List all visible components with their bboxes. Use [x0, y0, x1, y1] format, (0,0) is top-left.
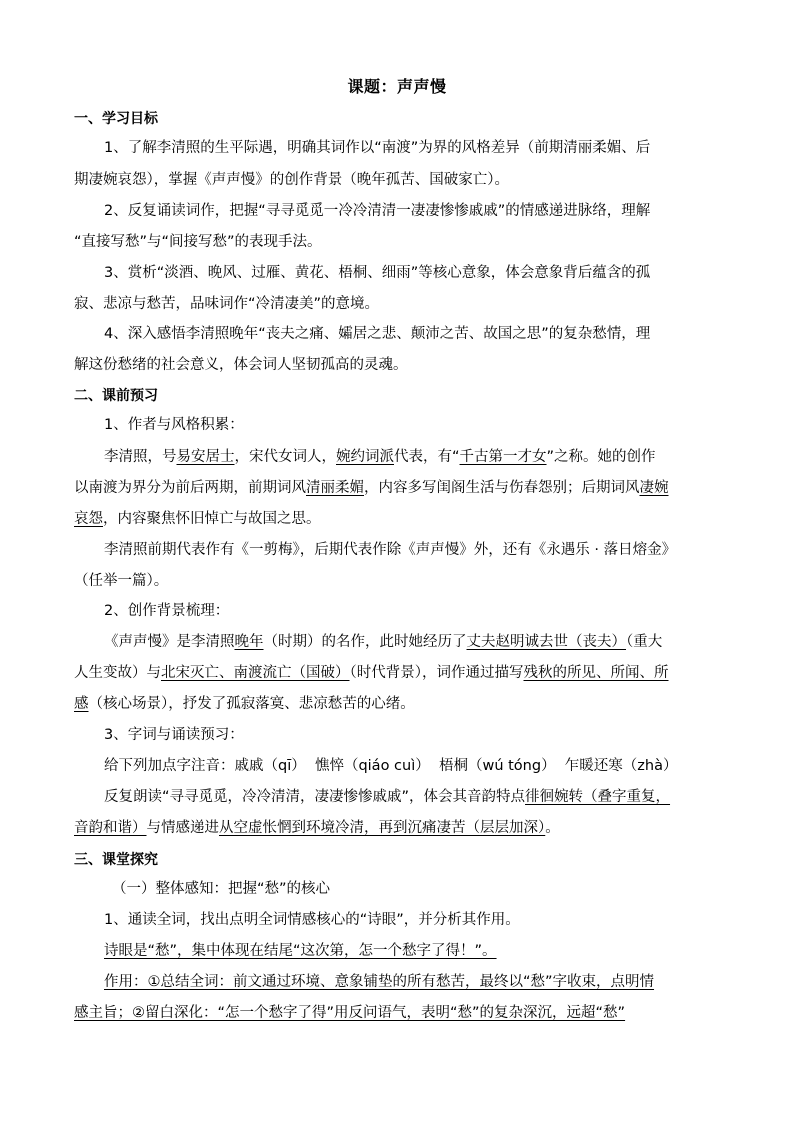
- author-line-3: [74, 509, 321, 529]
- section-heading-preview: 二、课前预习: [74, 388, 158, 404]
- goal-1-line-1: 1、了解李清照的生平际遇，明确其词作以“南渡”为界的风格差异（前期清丽柔媚、后: [104, 140, 651, 156]
- text: ，内容多写闺阁生活与伤春怨别；后期词风: [364, 480, 640, 496]
- text: （核心场景），抒发了孤寂落寞、悲凉愁苦的心绪。: [88, 696, 415, 712]
- answer-blank: 感: [74, 696, 89, 712]
- answer-blank: 凄婉: [639, 480, 669, 496]
- goal-3-line-2: 寂、悲凉与愁苦，品味词作“冷清凄美”的意境。: [74, 296, 380, 312]
- goal-2-line-1: 2、反复诵读词作，把握“寻寻觅觅一冷冷清清一凄凄惨惨戚戚”的情感递进脉络，理解: [104, 203, 651, 219]
- text: ，宋代女词人，: [234, 449, 336, 465]
- text: 。: [545, 820, 560, 836]
- answer-blank: 清丽柔媚: [306, 480, 364, 496]
- answer-blank: 千古第一才女: [459, 449, 547, 465]
- background-line-1: [104, 632, 662, 652]
- page-title: 课题：声声慢: [347, 77, 447, 96]
- pinyin-line: 给下列加点字注音：戚戚（qī） 憔悴（qiáo cuì） 梧桐（wú tóng） 乍暖还寒（zhà）: [104, 758, 678, 774]
- answer-line-1: [104, 941, 497, 961]
- text: 以南渡为界分为前后两期，前期词风: [74, 480, 306, 496]
- answer-blank: 残秋的所见、所闻、所: [523, 665, 669, 681]
- answer-blank: 从空虚怅惘到环境冷清，再到沉痛凄苦（层层加深）: [219, 820, 546, 836]
- text: （时代背景），词作通过描写: [349, 665, 524, 681]
- text: 与情感递进: [146, 820, 219, 836]
- goal-1-line-2: 期凄婉哀怨），掌握《声声慢》的创作背景（晚年孤苦、国破家亡）。: [74, 172, 509, 188]
- goal-3-line-1: 3、赏析“淡酒、晚风、过雁、黄花、梧桐、细雨”等核心意象，体会意象背后蕴含的孤: [104, 265, 651, 281]
- background-line-2: [74, 663, 669, 683]
- text: 人生变故）与: [74, 665, 161, 681]
- goal-4-line-1: 4、深入感悟李清照晚年“丧夫之痛、孀居之悲、颠沛之苦、故国之思”的复杂愁情，理: [104, 326, 651, 342]
- section-heading-explore: 三、课堂探究: [74, 852, 158, 868]
- author-line-2: [74, 478, 669, 498]
- answer-blank: 徘徊婉转（叠字重复，: [525, 789, 671, 805]
- works-line-1: 李清照前期代表作有《一剪梅》，后期代表作除《声声慢》外，还有《永遇乐 · 落日熔金》: [104, 542, 677, 558]
- section-heading-goals: 一、学习目标: [74, 111, 158, 127]
- answer-line-2: [104, 972, 654, 992]
- text: 《声声慢》是李清照: [104, 634, 235, 650]
- text: 李清照，号: [104, 449, 177, 465]
- answer-blank: 音韵和谐）: [74, 820, 147, 836]
- answer-line-3: [74, 1003, 625, 1023]
- text: （重大: [626, 634, 663, 650]
- answer-blank: 婉约词派: [336, 449, 394, 465]
- text: 反复朗读“寻寻觅觅，冷冷清清，凄凄惨惨戚戚”，体会其音韵特点: [104, 789, 526, 805]
- text: ”之称。她的创作: [546, 449, 656, 465]
- goal-4-line-2: 解这份愁绪的社会意义，体会词人坚韧孤高的灵魂。: [74, 357, 408, 373]
- answer-blank: 哀怨: [74, 511, 103, 527]
- text: 代表，有“: [394, 449, 460, 465]
- answer-blank: 感主旨；②留白深化：“怎一个愁字了得”用反问语气，表明“愁”的复杂深沉，远超“愁”: [74, 1005, 626, 1021]
- text: ，内容聚焦怀旧悼亡与故国之思。: [103, 511, 321, 527]
- answer-blank: 晚年: [234, 634, 264, 650]
- explore-subheading: （一）整体感知：把握“愁”的核心: [112, 881, 331, 897]
- preview-item-3-heading: 3、字词与诵读预习：: [104, 727, 244, 743]
- answer-blank: 诗眼是“愁”，集中体现在结尾“这次第，怎一个愁字了得！”。: [104, 943, 497, 959]
- answer-blank: 丈夫赵明诚去世（丧夫）: [466, 634, 626, 650]
- goal-2-line-2: “直接写愁”与“间接写愁”的表现手法。: [74, 234, 322, 250]
- reading-line-2: [74, 818, 560, 838]
- preview-item-1-heading: 1、作者与风格积累：: [104, 417, 244, 433]
- background-line-3: [74, 694, 415, 714]
- answer-blank: 易安居士: [176, 449, 235, 465]
- works-line-2: （任举一篇）。: [74, 573, 169, 589]
- reading-line-1: [104, 787, 670, 807]
- text: （时期）的名作，此时她经历了: [263, 634, 467, 650]
- answer-blank: 北宋灭亡、南渡流亡（国破）: [161, 665, 350, 681]
- answer-blank: 作用：①总结全词：前文通过环境、意象铺垫的所有愁苦，最终以“愁”字收束，点明情: [104, 974, 655, 990]
- question-1: 1、通读全词，找出点明全词情感核心的“诗眼”，并分析其作用。: [104, 912, 520, 928]
- preview-item-2-heading: 2、创作背景梳理：: [104, 603, 230, 619]
- author-line-1: [104, 447, 656, 467]
